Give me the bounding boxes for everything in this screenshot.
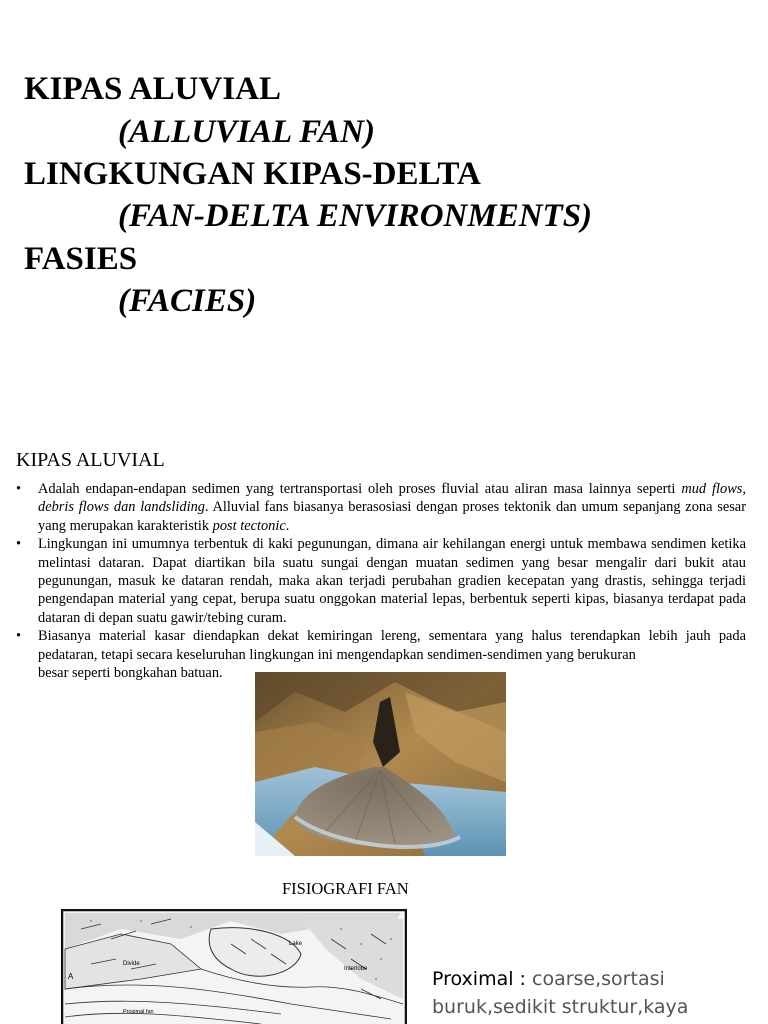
title-line-3: LINGKUNGAN KIPAS-DELTA (24, 156, 481, 192)
diagram-label-a: A (68, 972, 74, 981)
title-line-1: KIPAS ALUVIAL (24, 71, 282, 107)
fan-physiography-diagram (61, 909, 407, 1024)
title-line-4: (FAN-DELTA ENVIRONMENTS) (118, 198, 593, 234)
diagram-label-divide: Divide (123, 961, 140, 967)
proximal-label: Proximal (432, 968, 514, 990)
title-line-5: FASIES (24, 241, 138, 277)
title-line-6: (FACIES) (118, 283, 257, 319)
bullet-1-italic-2: post tectonic (212, 517, 286, 534)
bullet-1-text-2: . Alluvial fans biasanya berasosiasi dengan proses tektonik dan umum sepanjang zona sesar yang merupakan karakteristik (38, 499, 746, 534)
diagram-label-lake: Lake (289, 941, 303, 947)
bullet-1-italic-1: mud flows, debris flows dan landsliding (38, 481, 747, 516)
bullet-3-text: Biasanya material kasar diendapkan dekat kemiringan lereng, sementara yang halus terendapkan lebih jauh pada pedataran, tetapi secara keseluruhan lingkungan ini mengendapkan sendimen-sendimen yang berukuran (38, 628, 746, 663)
title-line-2: (ALLUVIAL FAN) (118, 114, 376, 150)
figure-caption: FISIOGRAFI FAN (282, 879, 409, 898)
bullet-item (16, 535, 746, 627)
bullet-1-text: Adalah endapan-endapan sedimen yang tertransportasi oleh proses fluvial atau aliran masa lainnya seperti (38, 481, 682, 497)
bullet-list (16, 480, 746, 682)
bullet-dot: • (16, 481, 22, 497)
diagram-label-proximal-fan: Proximal fan (123, 1009, 154, 1015)
bullet-3-text-end: besar seperti bongkahan batuan. (38, 665, 223, 682)
proximal-text: coarse,sortasi buruk,sedikit struktur,kaya (432, 968, 689, 1018)
proximal-description (432, 965, 742, 1021)
bullet-dot: • (16, 628, 22, 645)
proximal-separator: : (513, 968, 532, 990)
section-heading: KIPAS ALUVIAL (16, 449, 165, 471)
bullet-2-text: Lingkungan ini umumnya terbentuk di kaki pegunungan, dimana air kehilangan energi untuk membawa sendimen ketika melintasi dataran. Dapat diartikan bila suatu sungai dengan muatan sedimen yang besar mengalir dari bukit atau pegunungan, masuk ke dataran rendah, maka akan terjadi perubahan gradien kecepatan yang drastis, sehingga terjadi pengendapan material yang cepat, berupa suatu onggokan material lepas, berbentuk seperti kipas, biasanya terdapat pada dataran di depan suatu gawir/tebing curam. (38, 536, 746, 626)
bullet-dot: • (16, 536, 22, 553)
bullet-1-text-3: . (285, 517, 290, 534)
diagram-label-interlobe: Interlobe (344, 966, 368, 972)
alluvial-fan-photo (255, 672, 506, 856)
bullet-item (16, 480, 746, 535)
